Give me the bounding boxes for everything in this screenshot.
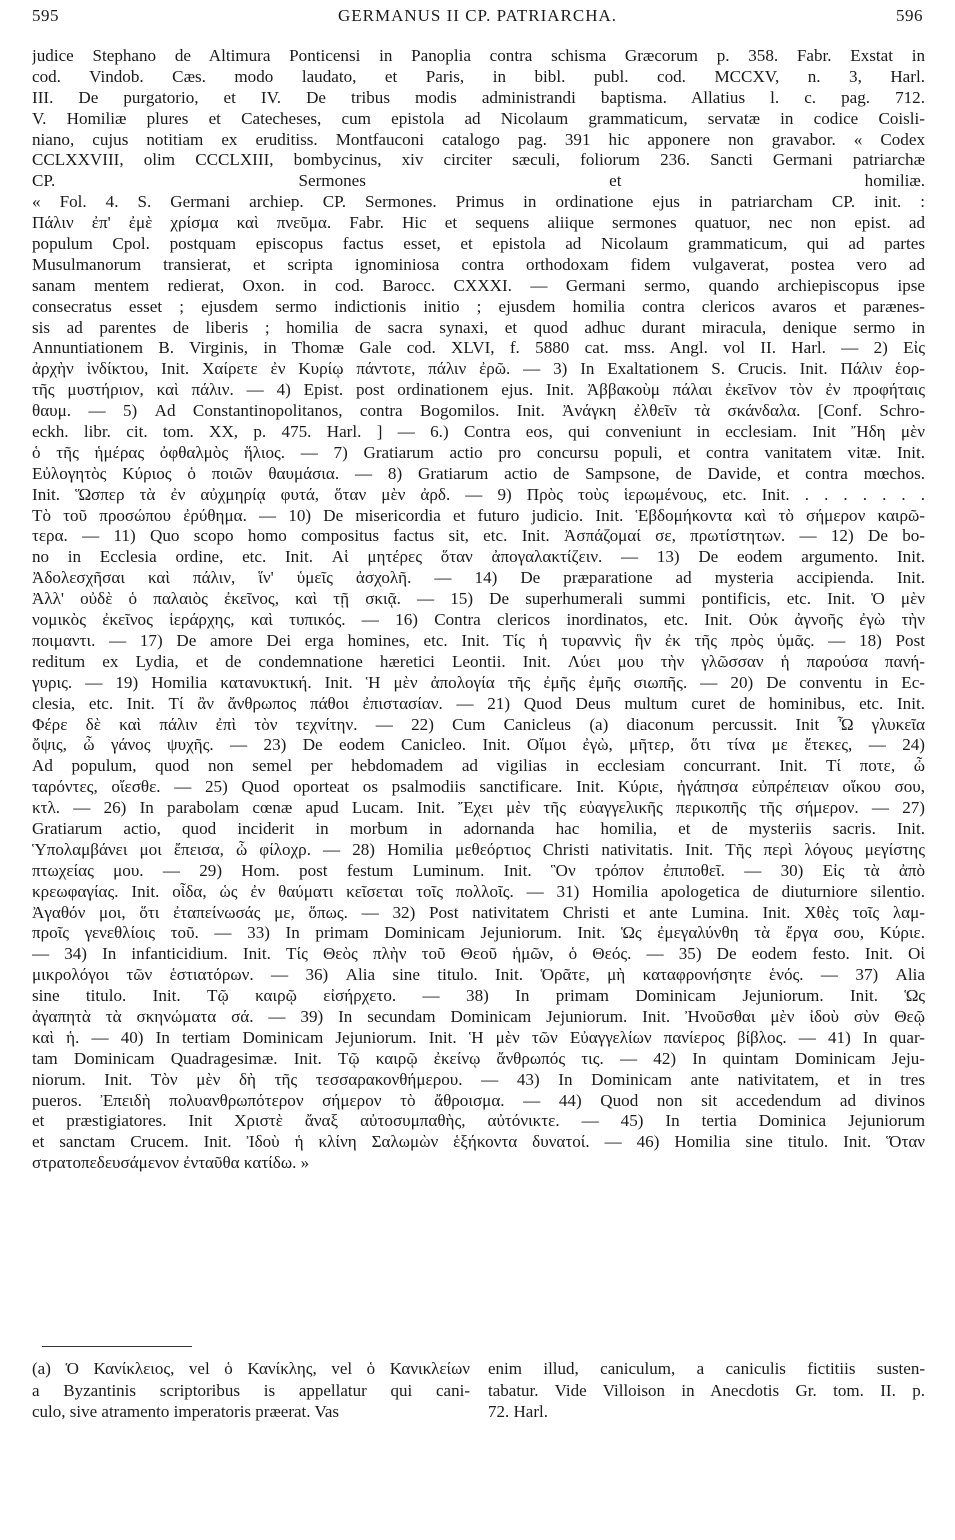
text-line: pueros. Ἐπειδὴ πολυανθρωπότερον σήμερον τὸ ἄθροισμα. — 44) Quod non sit accedendum ad divinos — [32, 1090, 925, 1110]
text-line: cod. Vindob. Cæs. modo laudato, et Paris, in bibl. publ. cod. MCCXV, n. 3, Harl. — [32, 66, 925, 86]
text-line: Ἀλλ' οὐδὲ ὁ παλαιὸς ἐκεῖνος, καὶ τῇ σκιᾷ. — 15) De superhumerali summi pontificis, etc. Init. Ὁ μὲν — [32, 589, 925, 609]
text-line: Φέρε δὲ καὶ πάλιν ἐπὶ τὸν τεχνίτην. — 22) Cum Canicleus (a) diaconum percussit. Init Ὦ γλυκεῖα — [32, 714, 925, 734]
footnote-line: (a) Ὁ Κανίκλειος, vel ὁ Κανίκλης, vel ὁ Κανικλείων — [32, 1359, 470, 1378]
text-line: νομικὸς ἐκεῖνος ἱεράρχης, καὶ τυπικός. — 16) Contra clericos inordinatos, etc. Init. Οὐκ ἀγνοῆς ἐγὼ τὴν — [32, 610, 925, 630]
footnote-divider — [42, 1346, 192, 1347]
text-line: sine titulo. Init. Τῷ καιρῷ εἰσήρχετο. — 38) In primam Dominicam Jejuniorum. Init. Ὡς — [32, 986, 925, 1006]
main-text — [32, 46, 925, 1174]
text-line: Ad populum, quod non semel per hebdomadem ad vigilias in ecclesiam concurrant. Init. Τί ποτε, ὦ — [32, 756, 925, 776]
text-line: CCLXXVIII, olim CCCLXIII, bombycinus, xiv circiter sæculi, foliorum 236. Sancti Germani patriarchæ — [32, 150, 925, 170]
text-line: niorum. Init. Τὸν μὲν δὴ τῆς τεσσαρακονθήμερου. — 43) In Dominicam ante nativitatem, et in tres — [32, 1069, 925, 1089]
text-line: καὶ ἡ. — 40) In tertiam Dominicam Jejuniorum. Init. Ἡ μὲν τῶν Εὐαγγελίων πανίερος βίβλος. — 41) In quar- — [32, 1027, 925, 1047]
text-line: niano, cujus notitiam ex eruditiss. Montfauconi catalogo pag. 391 hic apponere non gravabor. « Codex — [32, 129, 925, 149]
footnote-right-column — [488, 1358, 925, 1423]
text-line: « Fol. 4. S. Germani archiep. CP. Sermones. Primus in ordinatione ejus in patriarcham CP. init. : — [32, 192, 925, 212]
text-line: Ἀγαθόν μοι, ὅτι ἐταπείνωσάς με, ὅπως. — 32) Post nativitatem Christi et ante Lumina. Init. Χθὲς τοῖς λαμ- — [32, 902, 925, 922]
text-line: Ἀδολεσχῆσαι καὶ πάλιν, ἵν' ὑμεῖς ἀσχολῆ. — 14) De præparatione ad mysteria accipienda. Init. — [32, 568, 925, 588]
text-line: ὁ τῆς ἡμέρας ὀφθαλμὸς ἥλιος. — 7) Gratiarum actio pro concursu populi, et contra vanitatem vitæ. Init. — [32, 442, 925, 462]
text-line: populum Cpol. postquam episcopus factus esset, et epistola ad Nicolaum grammaticum, qui ad partes — [32, 234, 925, 254]
text-line: CP. Sermones et homiliæ. — [32, 171, 925, 191]
text-line: reditum ex Lydia, et de condemnatione hæretici Leontii. Init. Λύει μου τὴν γλῶσσαν ἡ παρούσα πανή- — [32, 651, 925, 671]
text-line: γυρις. — 19) Homilia κατανυκτική. Init. Ἡ μὲν ἀπολογία τῆς ἐμῆς ἐμῆς σιωπῆς. — 20) De conventu in Ec- — [32, 672, 925, 692]
text-line: Πάλιν ἐπ' ἐμὲ χρίσμα καὶ πνεῦμα. Fabr. Hic et sequens aliique sermones quatuor, nec non epist. ad — [32, 213, 925, 233]
text-line: Εὐλογητὸς Κύριος ὁ ποιῶν θαυμάσια. — 8) Gratiarum actio de Sampsone, de Davide, et contra mœchos. — [32, 463, 925, 483]
text-line: — 34) In infanticidium. Init. Τίς Θεὸς πλὴν τοῦ Θεοῦ ἡμῶν, ὁ Θεός. — 35) De eodem festo. Init. Οἱ — [32, 944, 925, 964]
text-line: tam Dominicam Quadragesimæ. Init. Τῷ καιρῷ ἐκείνῳ ἄνθρωπός τις. — 42) In quintam Dominicam Jeju- — [32, 1048, 925, 1068]
text-line: τῆς μυστήριον, καὶ πάλιν. — 4) Epist. post ordinationem ejus. Init. Ἀββακοὺμ πάλαι ἐκεῖνον τὸν ἐν προφήταις — [32, 380, 925, 400]
text-line: sanam mentem redierat, Oxon. in cod. Barocc. CXXXI. — Germani sermo, quando archiepiscopus ipse — [32, 275, 925, 295]
footnote-line: enim illud, caniculum, a caniculis fictitiis susten- — [488, 1359, 925, 1378]
text-line: Τὸ τοῦ προσώπου ἐρύθημα. — 10) De misericordia et futuro judicio. Init. Ἑβδομήκοντα καὶ τὸ σήμερον καιρῶ- — [32, 505, 925, 525]
footnote-left-column — [32, 1358, 470, 1423]
page-number-left: 595 — [32, 6, 59, 25]
text-line: consecratus esset ; ejusdem sermo indictionis initio ; ejusdem homilia contra clericos avaros et parænes- — [32, 296, 925, 316]
text-line: et sanctam Crucem. Init. Ἰδοὺ ἡ κλίνη Σαλωμὼν ἑξήκοντα δυνατοί. — 46) Homilia sine titulo. Init. Ὅταν — [32, 1132, 925, 1152]
text-line: τερα. — 11) Quo scopo homo compositus factus sit, etc. Init. Ἀσπάζομαί σε, πρωτίστητων. — 12) De bo- — [32, 526, 925, 546]
text-line: sis ad parentes de liberis ; homilia de sacra synaxi, et quod adhuc durant miracula, denique sermo in — [32, 317, 925, 337]
page-header — [32, 6, 923, 38]
footnote-line: 72. Harl. — [488, 1402, 548, 1421]
text-line: κρεωφαγίας. Init. οἶδα, ὡς ἐν θαύματι κεῖσεται τοῖς πολλοῖς. — 31) Homilia apologetica de diuturniore silentio. — [32, 881, 925, 901]
text-line: judice Stephano de Altimura Ponticensi in Panoplia contra schisma Græcorum p. 358. Fabr. Exstat in — [32, 46, 925, 65]
text-line: clesia, etc. Init. Τί ἂν ἄνθρωπος πάθοι ἐπιστασίαν. — 21) Quod Deus multum curet de hominibus, etc. Init. — [32, 693, 925, 713]
text-line: πτωχείας μου. — 29) Hom. post festum Luminum. Init. Ὃν τρόπον ἐπιποθεῖ. — 30) Εἰς τὰ ἀπὸ — [32, 860, 925, 880]
text-line: Init. Ὥσπερ τὰ ἐν αὐχμηρίᾳ φυτά, ὅταν μὲν ἀρδ. — 9) Πρὸς τοὺς ἱερωμένους, etc. Init. . . . . . . . — [32, 484, 925, 504]
text-line: κτλ. — 26) In parabolam cœnæ apud Lucam. Init. Ἔχει μὲν τῆς εὐαγγελικῆς περικοπῆς τῆς σήμερον. — 27) — [32, 798, 925, 818]
running-title: GERMANUS II CP. PATRIARCHA. — [337, 6, 618, 25]
text-line: Musulmanorum transierat, et scripta ignominiosa contra orthodoxam fidem vulgaverat, postea vero ad — [32, 254, 925, 274]
text-line: προῖς γενεθλίοις τοῦ. — 33) In primam Dominicam Jejuniorum. Init. Ὡς ἐμεγαλύνθη τὰ ἔργα σου, Κύριε. — [32, 923, 925, 943]
text-line: Ὑπολαμβάνει μοι ἔπεισα, ὦ φίλοχρ. — 28) Homilia μεθεόρτιος Christi nativitatis. Init. Τῆς περὶ λόγους μεγίστης — [32, 839, 925, 859]
text-line: Annuntiationem B. Virginis, in Thomæ Gale cod. XLVI, f. 5880 cat. mss. Angl. vol II. Harl. — 2) Εἰς — [32, 338, 925, 358]
text-line: ὄψις, ὦ γάνος ψυχῆς. — 23) De eodem Canicleo. Init. Οἴμοι ἐγὼ, μῆτερ, ὅτι τίνα με ἔτεκες, — 24) — [32, 735, 925, 755]
text-line: μικρολόγοι τῶν ἑστιατόρων. — 36) Alia sine titulo. Init. Ὁρᾶτε, μὴ καταφρονήσητε ἑνός. — 37) Alia — [32, 965, 925, 985]
text-line: no in Ecclesia ordine, etc. Init. Αἱ μητέρες ὅταν ἀπογαλακτίζειν. — 13) De eodem argumento. Init. — [32, 547, 925, 567]
text-line: στρατοπεδευσάμενον ἐνταῦθα κατίδω. » — [32, 1153, 310, 1173]
text-line: ταρόντες, οἴεσθε. — 25) Quod oporteat os psalmodiis sanctificare. Init. Κύριε, ἠγάπησα εὐπρέπειαν οἴκου σου, — [32, 777, 925, 797]
text-line: ποιμαντι. — 17) De amore Dei erga homines, etc. Init. Τίς ἡ τυραννὶς ἣν ἐκ τῆς πρὸς ὑμᾶς. — 18) Post — [32, 630, 925, 650]
footnote-line: culo, sive atramento imperatoris præerat. Vas — [32, 1402, 340, 1421]
text-line: et præstigiatores. Init Χριστὲ ἄναξ αὐτοσυμπαθὴς, αὐτόνικτε. — 45) In tertia Dominica Jejuniorum — [32, 1111, 925, 1131]
footnote-line: tabatur. Vide Villoison in Anecdotis Gr. tom. II. p. — [488, 1380, 925, 1400]
text-line: θαυμ. — 5) Ad Constantinopolitanos, contra Bogomilos. Init. Ἀνάγκη ἐλθεῖν τὰ σκάνδαλα. [Conf. Schro- — [32, 401, 925, 421]
text-line: III. De purgatorio, et IV. De tribus modis administrandi baptisma. Allatius l. c. pag. 712. — [32, 87, 925, 107]
footnote-line: a Byzantinis scriptoribus is appellatur qui cani- — [32, 1380, 470, 1400]
text-line: eckh. libr. cit. tom. XX, p. 475. Harl. ] — 6.) Contra eos, qui conveniunt in ecclesiam. Init Ἤδη μὲν — [32, 422, 925, 442]
text-line: Gratiarum actio, quod inciderit in morbum in adornanda hac homilia, et de mysteriis sacris. Init. — [32, 818, 925, 838]
text-line: ἀρχὴν ἰνδίκτου, Init. Χαίρετε ἐν Κυρίῳ πάντοτε, πάλιν ἐρῶ. — 3) In Exaltationem S. Crucis. Init. Πάλιν ἑορ- — [32, 359, 925, 379]
text-line: V. Homiliæ plures et Catecheses, cum epistola ad Nicolaum grammaticum, servatæ in codice Coisli- — [32, 108, 925, 128]
text-line: ἀγαπητὰ τὰ σκηνώματα σά. — 39) In secundam Dominicam Jejuniorum. Init. Ἠνοῦσθαι μὲν ἰδοὺ σὺν Θεῷ — [32, 1006, 925, 1026]
page-number-right: 596 — [896, 6, 923, 25]
